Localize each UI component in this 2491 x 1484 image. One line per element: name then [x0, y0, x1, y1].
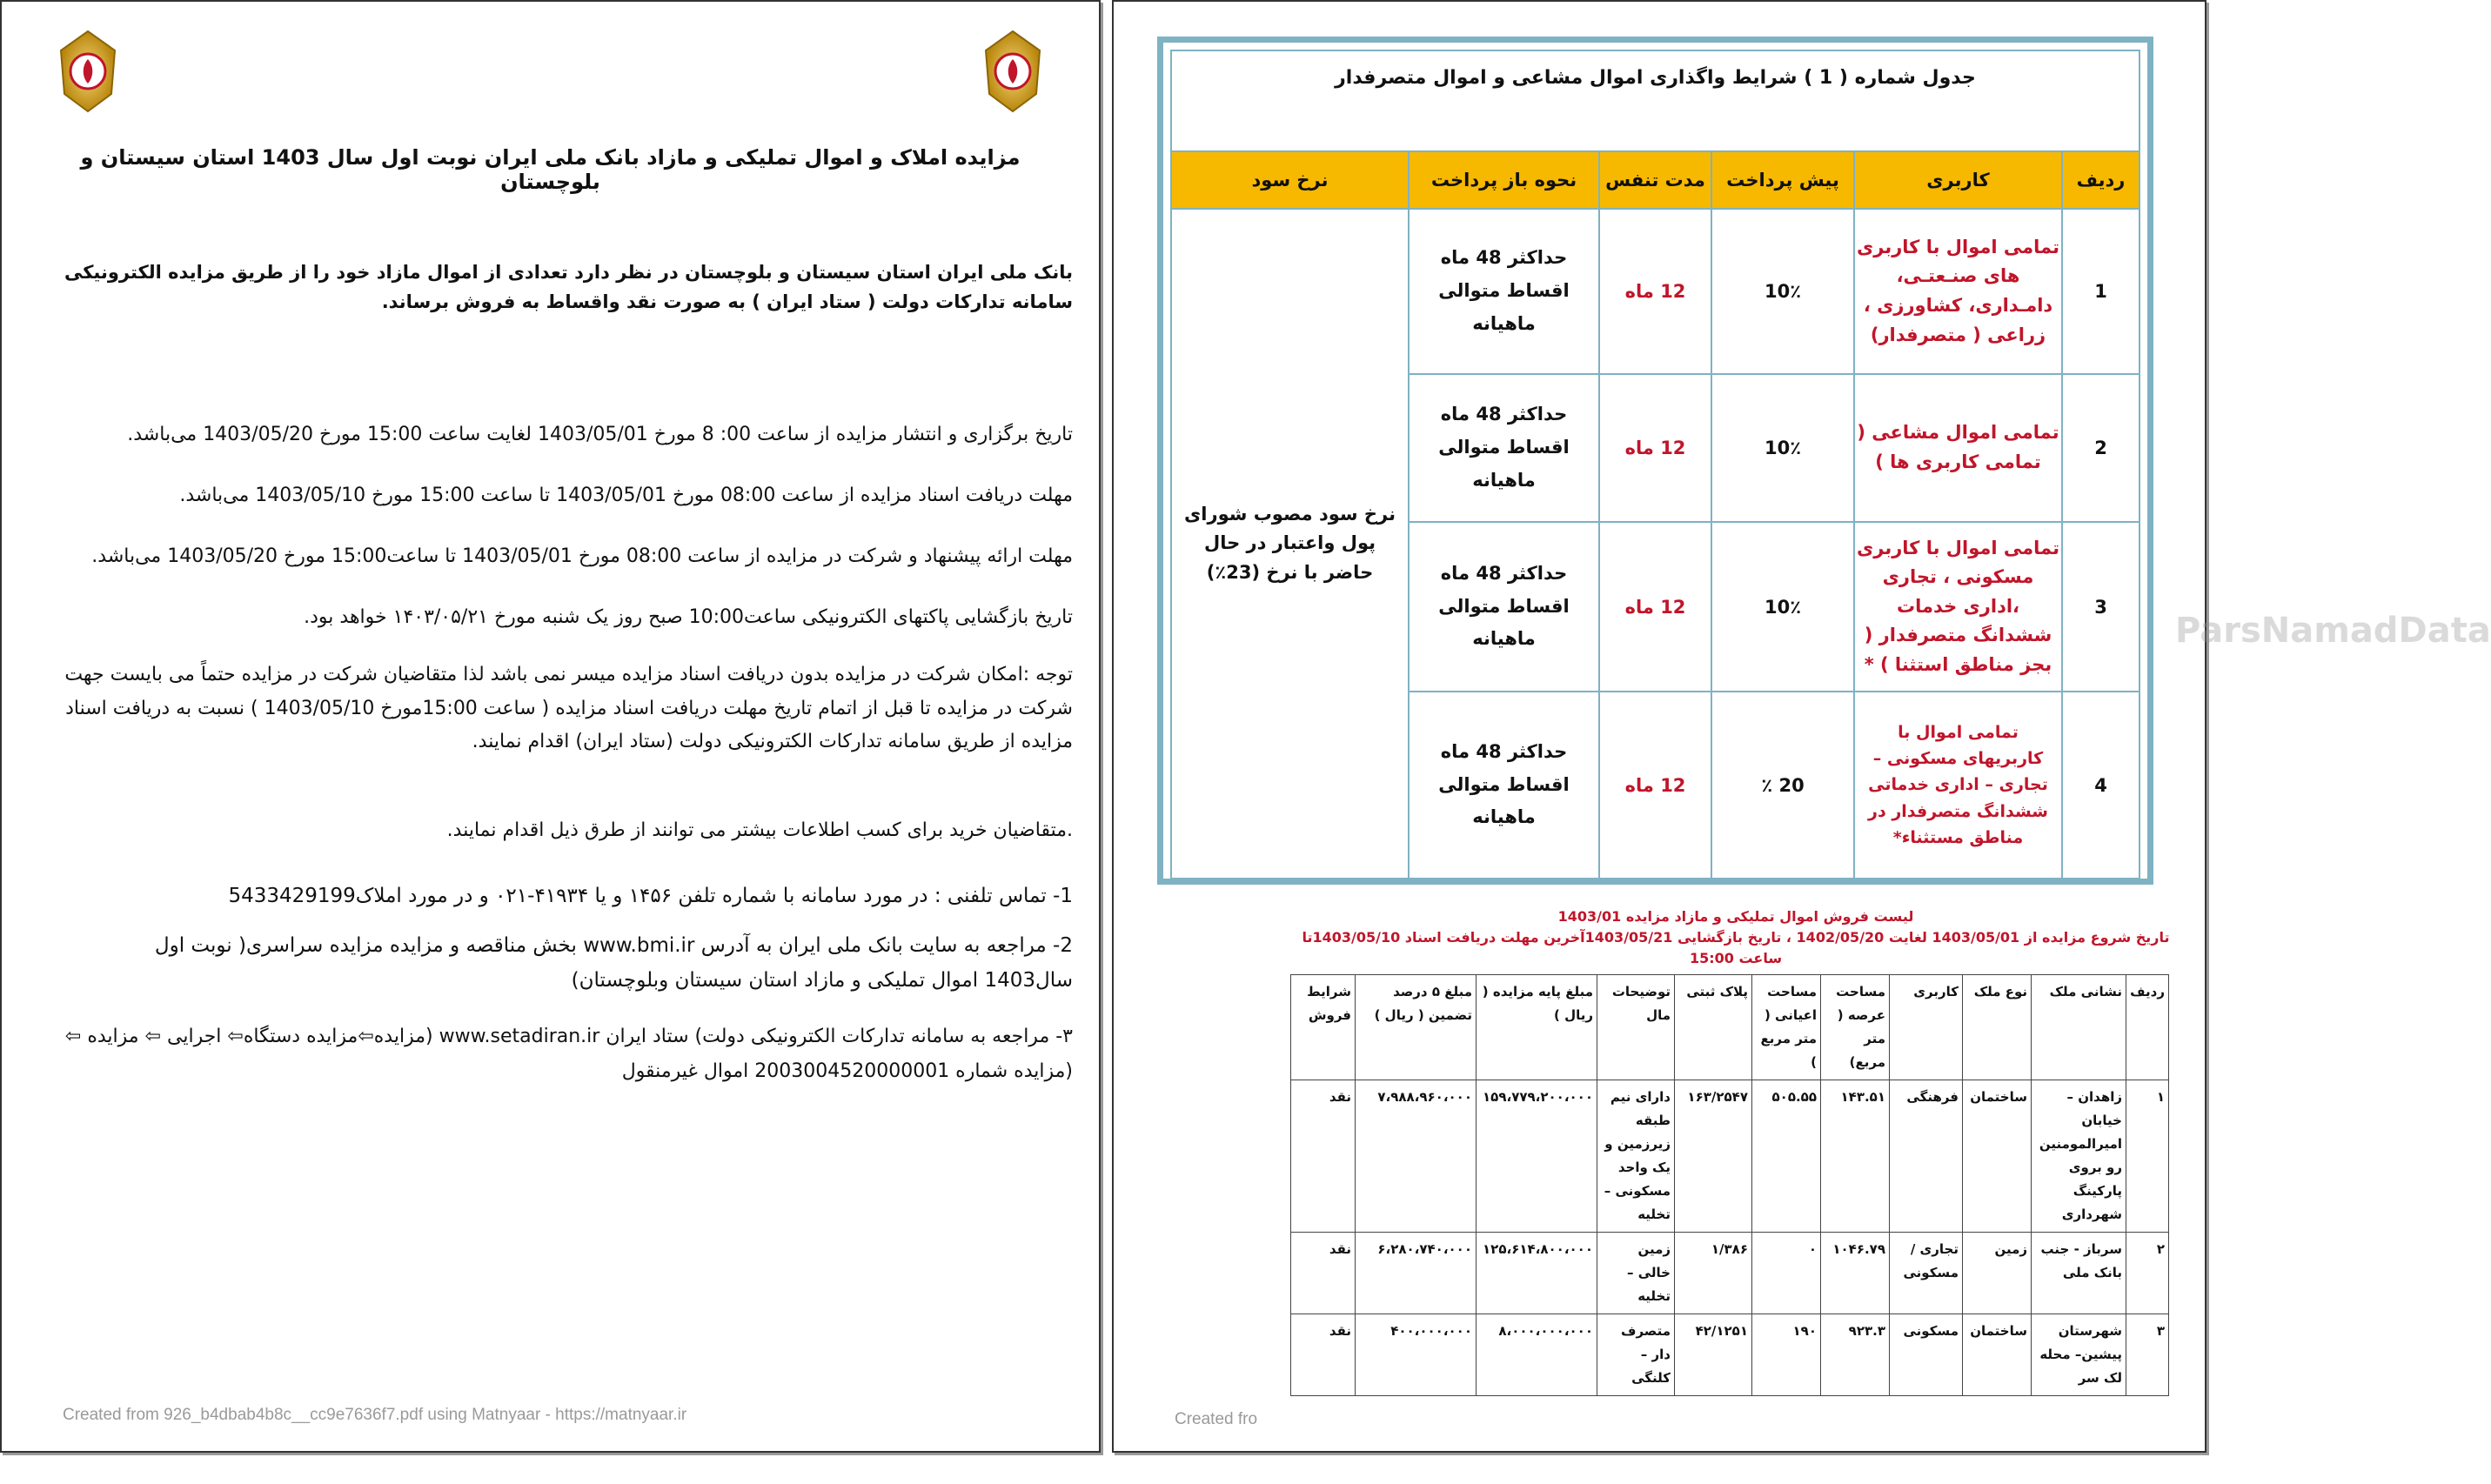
opening-date-line: تاریخ بازگشایی پاکتهای الکترونیکی ساعت10:00 صبح روز یک شنبه مورخ ۱۴۰۳/۰۵/۲۱ خواهد بود. [304, 606, 1073, 628]
contact-item-2: 2- مراجعه به سایت بانک ملی ایران به آدرس www.bmi.ir بخش مناقصه و مزایده مزایده سراسری( نوبت اول سال1403 اموال تملیکی و مازاد استان سیستان وبلوچستان) [154, 934, 1073, 993]
cell: تجاری / مسکونی [1890, 1233, 1963, 1314]
cell: مسکونی [1890, 1314, 1963, 1396]
row-no: 1 [2062, 209, 2139, 374]
cell: ۴۰۰،۰۰۰،۰۰۰ [1356, 1314, 1477, 1396]
auction-date-line: تاریخ برگزاری و انتشار مزایده از ساعت 00: 8 مورخ 1403/05/01 لغایت ساعت 15:00 مورخ 1403/05/20 می‌باشد. [127, 424, 1073, 445]
cell: نقد [1291, 1233, 1356, 1314]
table-row [1291, 1314, 2169, 1396]
more-info-line: .متقاضیان خرید برای کسب اطلاعات بیشتر می توانند از طرق ذیل اقدام نمایند. [446, 819, 1073, 841]
col-base-price: مبلغ پایه مزایده ( ریال ) [1477, 975, 1597, 1080]
left-page [0, 0, 1101, 1453]
row-no: 3 [2062, 522, 2139, 692]
row-prepayment: 20 ٪ [1711, 692, 1854, 879]
cell: ۸،۰۰۰،۰۰۰،۰۰۰ [1477, 1314, 1597, 1396]
row-usage: تمامی اموال با کاربریهای مسکونی – تجاری – اداری خدماتی ششدانگ متصرفدار در مناطق مستثناء* [1854, 692, 2062, 879]
cell: ۱۶۳/۲۵۴۷ [1675, 1080, 1752, 1233]
cell: شهرستان پیشین– محله لک سر [2032, 1314, 2126, 1396]
document-deadline-line: مهلت دریافت اسناد مزایده از ساعت 08:00 مورخ 1403/05/01 تا ساعت 15:00 مورخ 1403/05/10 می‌باشد. [179, 485, 1073, 506]
col-guarantee: مبلغ ۵ درصد تضمین ( ریال ) [1356, 975, 1477, 1080]
row-prepayment: 10٪ [1711, 374, 1854, 522]
sales-list-title: لیست فروش اموال تملیکی و مازاد مزایده 1403/01 [1557, 908, 1914, 925]
row-usage: تمامی اموال با کاربری های صنـعتـی، دامـداری، کشاورزی ، زراعی ( متصرفدار) [1854, 209, 2062, 374]
col-description: توضیحات مال [1597, 975, 1675, 1080]
col-row-no: ردیف [2126, 975, 2169, 1080]
cell: ۱۲۵،۶۱۴،۸۰۰،۰۰۰ [1477, 1233, 1597, 1314]
row-grace: 12 ماه [1599, 209, 1711, 374]
cell: ۱ [2126, 1080, 2169, 1233]
header-grace: مدت تنفس [1599, 151, 1711, 209]
cell: ۱/۳۸۶ [1675, 1233, 1752, 1314]
bank-emblem-icon [54, 28, 122, 115]
contact-item-1: 1- تماس تلفنی : در مورد سامانه با شماره تلفن ۱۴۵۶ و یا ۴۱۹۳۴-۰۲۱ و در مورد املاک5433429199 [228, 885, 1073, 907]
footer-note: Created fro [1175, 1410, 1258, 1428]
page-title: مزایده املاک و اموال تملیکی و مازاد بانک ملی ایران نوبت اول سال 1403 استان سیستان و بلوچستان [80, 145, 1021, 194]
cell: زمین خالی – تخلیه [1597, 1233, 1675, 1314]
row-no: 2 [2062, 374, 2139, 522]
col-conditions: شرایط فروش [1291, 975, 1356, 1080]
cell: ساختمان [1963, 1080, 2032, 1233]
row-prepayment: 10٪ [1711, 209, 1854, 374]
col-building-area: مساحت اعیانی ( متر مربع ) [1752, 975, 1821, 1080]
conditions-table [1170, 50, 2140, 879]
row-repayment: حداکثر 48 ماه اقساط متوالی ماهیانه [1409, 209, 1599, 374]
row-grace: 12 ماه [1599, 692, 1711, 879]
cell: ۵۰۵.۵۵ [1752, 1080, 1821, 1233]
header-prepayment: پیش پرداخت [1711, 151, 1854, 209]
row-prepayment: 10٪ [1711, 522, 1854, 692]
row-repayment: حداکثر 48 ماه اقساط متوالی ماهیانه [1409, 374, 1599, 522]
footer-note: Created from 926_b4dbab4b8c__cc9e7636f7.pdf using Matnyaar - https://matnyaar.ir [63, 1406, 687, 1424]
cell: ۰ [1752, 1233, 1821, 1314]
row-no: 4 [2062, 692, 2139, 879]
cell: ۱۹۰ [1752, 1314, 1821, 1396]
intro-paragraph: بانک ملی ایران استان سیستان و بلوچستان در نظر دارد تعدادی از اموال مازاد خود را از طریق مزایده الکترونیکی سامانه تدارکات دولت ( ستاد ایران ) به صورت نقد واقساط به فروش برساند. [64, 262, 1073, 312]
header-usage: کاربری [1854, 151, 2062, 209]
contact-item-3: ۳- مراجعه به سامانه تدارکات الکترونیکی دولت) ستاد ایران www.setadiran.ir (مزایده⇦مزایده دستگاه⇦ اجرایی ⇦ مزایده ⇦ (مزایده شماره 2003004520000001 اموال غیرمنقول [64, 1026, 1073, 1082]
row-repayment: حداکثر 48 ماه اقساط متوالی ماهیانه [1409, 692, 1599, 879]
col-address: نشانی ملک [2032, 975, 2126, 1080]
right-page [1112, 0, 2491, 1453]
conditions-table-caption: جدول شماره ( 1 ) شرایط واگذاری اموال مشاعی و اموال متصرفدار [1171, 50, 2139, 151]
col-plate: پلاک ثبتی [1675, 975, 1752, 1080]
cell: ۹۲۳.۳ [1821, 1314, 1890, 1396]
table-row [1291, 1233, 2169, 1314]
cell: ۱۴۳.۵۱ [1821, 1080, 1890, 1233]
header-repayment: نحوه باز پرداخت [1409, 151, 1599, 209]
cell: متصرف دار – کلنگی [1597, 1314, 1675, 1396]
interest-rate-cell: نرخ سود مصوب شورای پول واعتبار در حال حاضر با نرخ (23٪) [1171, 209, 1409, 879]
sales-list-table [1290, 974, 2169, 1396]
note-paragraph: توجه :امکان شرکت در مزایده بدون دریافت اسناد مزایده میسر نمی باشد لذا متقاضیان شرکت در مزایده حتماً می بایست جهت شرکت در مزایده تا قبل از اتمام تاریخ مهلت دریافت اسناد مزایده ( ساعت 15:00مورخ 1403/05/10 ) نسبت به دریافت اسناد مزایده از طریق سامانه تدارکات الکترونیکی دولت (ستاد ایران) اقدام نمایند. [64, 664, 1073, 752]
watermark: ParsNamadData [2175, 611, 2491, 651]
cell: زمین [1963, 1233, 2032, 1314]
col-type: نوع ملک [1963, 975, 2032, 1080]
header-rate: نرخ سود [1171, 151, 1409, 209]
cell: ۷،۹۸۸،۹۶۰،۰۰۰ [1356, 1080, 1477, 1233]
row-usage: تمامی اموال مشاعی ( تمامی کاربری ها ) [1854, 374, 2062, 522]
header-row-no: ردیف [2062, 151, 2139, 209]
col-land-area: مساحت عرصه ( متر مربع) [1821, 975, 1890, 1080]
bank-emblem-icon [979, 28, 1047, 115]
row-usage: تمامی اموال با کاربری مسکونی ، تجاری ،اداری خدمات ششدانگ متصرفدار ( بجز مناطق استثنا ) * [1854, 522, 2062, 692]
conditions-table-frame [1157, 37, 2153, 885]
bid-deadline-line: مهلت ارائه پیشنهاد و شرکت در مزایده از ساعت 08:00 مورخ 1403/05/01 تا ساعت15:00 مورخ 1403/05/20 می‌باشد. [91, 545, 1073, 567]
cell: زاهدان – خیابان امیرالمومنین رو بروی پارکینگ شهرداری [2032, 1080, 2126, 1233]
cell: نقد [1291, 1080, 1356, 1233]
row-repayment: حداکثر 48 ماه اقساط متوالی ماهیانه [1409, 522, 1599, 692]
row-grace: 12 ماه [1599, 522, 1711, 692]
cell: فرهنگی [1890, 1080, 1963, 1233]
cell: ۶،۲۸۰،۷۴۰،۰۰۰ [1356, 1233, 1477, 1314]
cell: ۴۲/۱۲۵۱ [1675, 1314, 1752, 1396]
cell: ۲ [2126, 1233, 2169, 1314]
cell: ۳ [2126, 1314, 2169, 1396]
sales-list-subtitle: تاریخ شروع مزایده از 1403/05/01 لغایت 1402/05/20 ، تاریخ بازگشایی 1403/05/21آخرین مهلت دریافت اسناد 1403/05/10تا ساعت 15:00 [1302, 929, 2170, 966]
row-grace: 12 ماه [1599, 374, 1711, 522]
cell: دارای نیم طبقه زیرزمین و یک واحد مسکونی – تخلیه [1597, 1080, 1675, 1233]
col-usage: کاربری [1890, 975, 1963, 1080]
table-row [1291, 1080, 2169, 1233]
cell: نقد [1291, 1314, 1356, 1396]
cell: سرباز - جنب بانک ملی [2032, 1233, 2126, 1314]
cell: ۱۰۴۶.۷۹ [1821, 1233, 1890, 1314]
cell: ساختمان [1963, 1314, 2032, 1396]
sales-list-heading [1301, 906, 2171, 969]
cell: ۱۵۹،۷۷۹،۲۰۰،۰۰۰ [1477, 1080, 1597, 1233]
